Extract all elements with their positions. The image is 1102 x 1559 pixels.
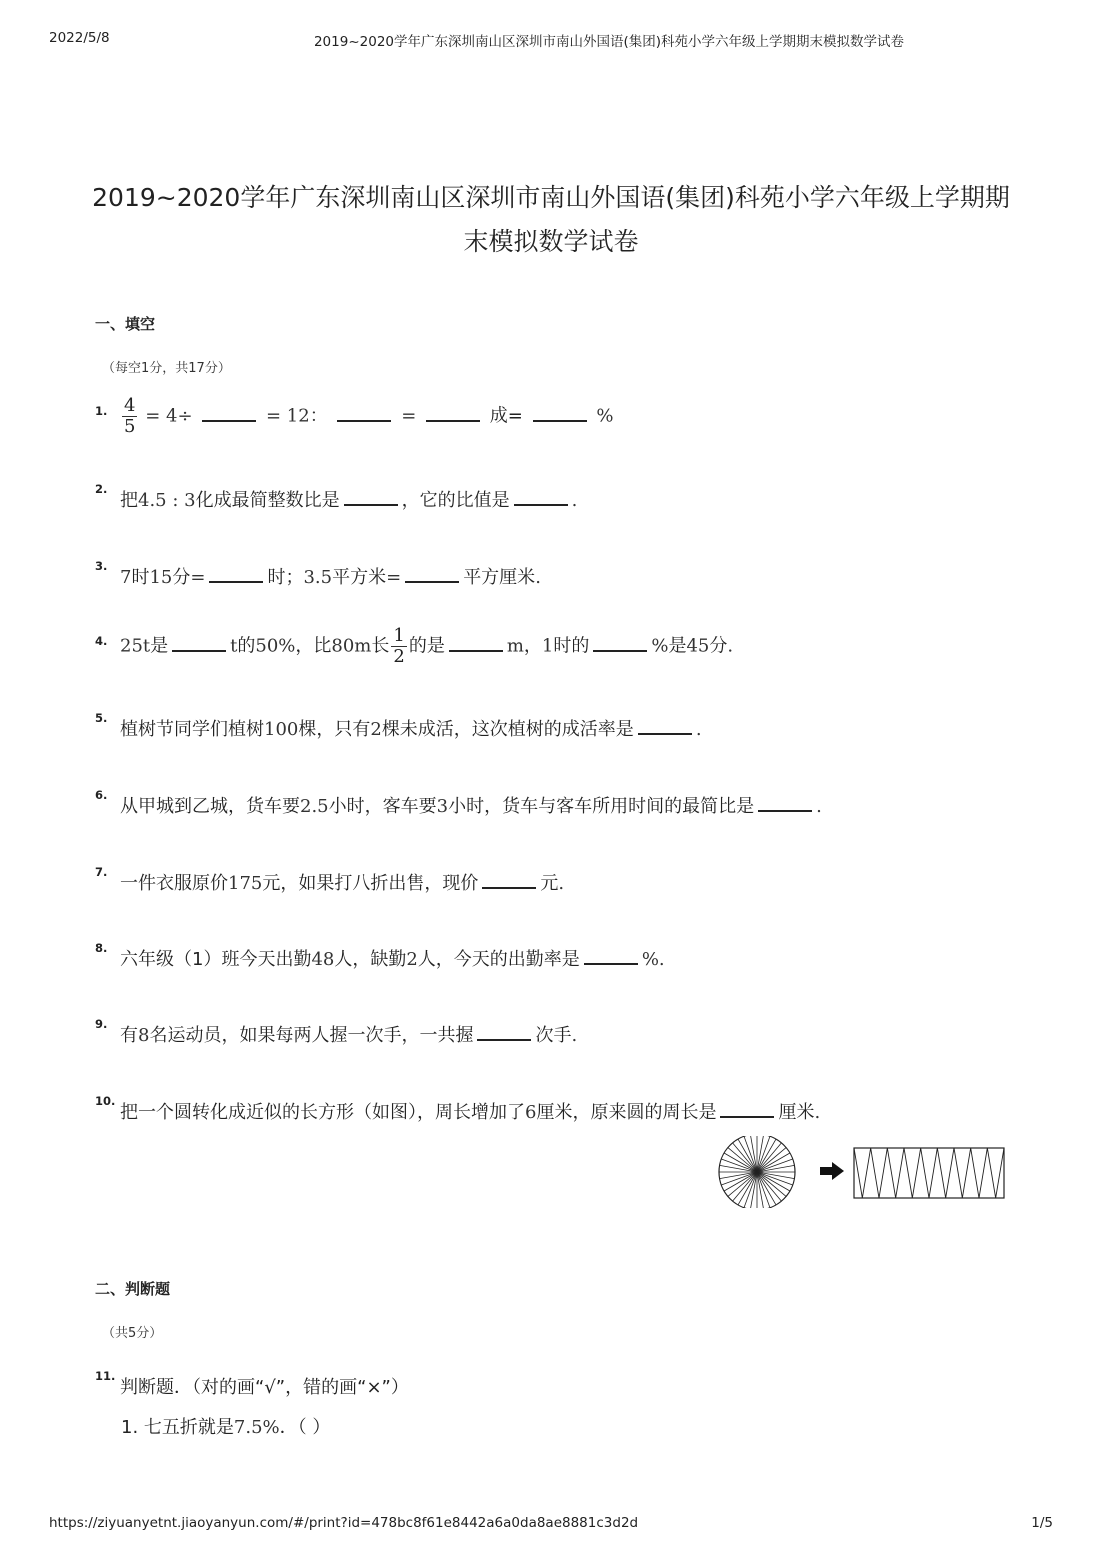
question-number: 1. [95,404,108,418]
section-2-note: （共5分） [102,1326,163,1341]
question-4 [95,625,1042,674]
question-2 [95,482,1042,522]
question-8 [95,941,1042,981]
question-body: 把一个圆转化成近似的长方形（如图），周长增加了6厘米，原来圆的周长是 厘米. [120,1102,821,1123]
page-title-line-2: 末模拟数学试卷 [463,227,639,256]
section-1-note: （每空1分，共17分） [102,361,231,376]
circle-to-rectangle-figure [716,1136,1008,1208]
question-3 [95,559,1042,599]
question-9 [95,1017,1042,1057]
question-10 [95,1094,1042,1134]
answer-blank[interactable] [533,404,587,422]
question-number: 3. [95,559,108,573]
question-number: 5. [95,711,108,725]
answer-blank[interactable] [209,565,263,583]
question-5 [95,711,1042,751]
answer-blank[interactable] [172,634,226,652]
question-number: 4. [95,634,108,648]
answer-blank[interactable] [514,488,568,506]
answer-blank[interactable] [344,488,398,506]
answer-blank[interactable] [584,947,638,965]
page-title [80,176,1022,264]
circle-sectors-icon [719,1136,795,1208]
question-number: 8. [95,941,108,955]
answer-blank[interactable] [477,1023,531,1041]
question-body: 从甲城到乙城，货车要2.5小时，客车要3小时，货车与客车所用时间的最简比是 . [120,796,822,817]
question-body: 判断题．（对的画“√”，错的画“×”） [120,1377,409,1398]
answer-blank[interactable] [638,717,692,735]
question-10-figure [716,1136,1008,1212]
section-1-title: 一、填空 [95,315,156,333]
zigzag-line [854,1148,1004,1198]
answer-blank[interactable] [593,634,647,652]
question-11 [95,1369,1042,1409]
question-number: 6. [95,788,108,802]
header-date: 2022/5/8 [49,30,110,46]
answer-blank[interactable] [449,634,503,652]
answer-blank[interactable] [426,404,480,422]
footer-url: https://ziyuanyetnt.jiaoyanyun.com/#/print?id=478bc8f61e8442a6a0da8ae8881c3d2d [49,1515,639,1531]
arrow-right-icon [820,1162,844,1180]
question-body: 有8名运动员，如果每两人握一次手，一共握 次手. [120,1025,578,1046]
question-body: 25t是 t的50%，比80m长 $\frac{1}{2}$ 的是 m，1时的 %是45分. [120,625,734,667]
question-6 [95,788,1042,828]
question-body: 把4.5 : 3化成最简整数比是 ，它的比值是 . [120,490,578,511]
question-number: 11. [95,1369,116,1383]
question-body: 一件衣服原价175元，如果打八折出售，现价 元. [120,873,565,894]
answer-blank[interactable] [202,404,256,422]
question-body: 植树节同学们植树100棵，只有2棵未成活，这次植树的成活率是 . [120,719,702,740]
answer-blank[interactable] [405,565,459,583]
question-body: 7时15分= 时；3.5平方米= 平方厘米. [120,567,541,588]
section-2-title: 二、判断题 [95,1280,171,1298]
header-title: 2019~2020学年广东深圳南山区深圳市南山外国语(集团)科苑小学六年级上学期期末模拟数学试卷 [313,34,905,50]
footer-page-number: 1/5 [1031,1515,1053,1531]
question-body: $\frac{4}{5}$ = 4÷ = 12： = 成= % [124,395,614,437]
question-1 [95,395,1042,444]
fraction: $\frac{1}{2}$ [393,625,405,667]
answer-blank[interactable] [758,794,812,812]
answer-blank[interactable] [337,404,391,422]
question-number: 7. [95,865,108,879]
page-title-line-1: 2019~2020学年广东深圳南山区深圳市南山外国语(集团)科苑小学六年级上学期期 [92,183,1010,212]
question-number: 9. [95,1017,108,1031]
answer-blank[interactable] [482,871,536,889]
question-number: 2. [95,482,108,496]
question-body: 六年级（1）班今天出勤48人，缺勤2人，今天的出勤率是 %. [120,949,665,970]
question-11-item-1: 1. 七五折就是7.5%．（ ） [121,1417,331,1438]
zigzag-rectangle-icon [854,1148,1004,1198]
question-7 [95,865,1042,905]
answer-blank[interactable] [720,1100,774,1118]
question-number: 10. [95,1094,116,1108]
fraction: $\frac{4}{5}$ [124,395,136,437]
